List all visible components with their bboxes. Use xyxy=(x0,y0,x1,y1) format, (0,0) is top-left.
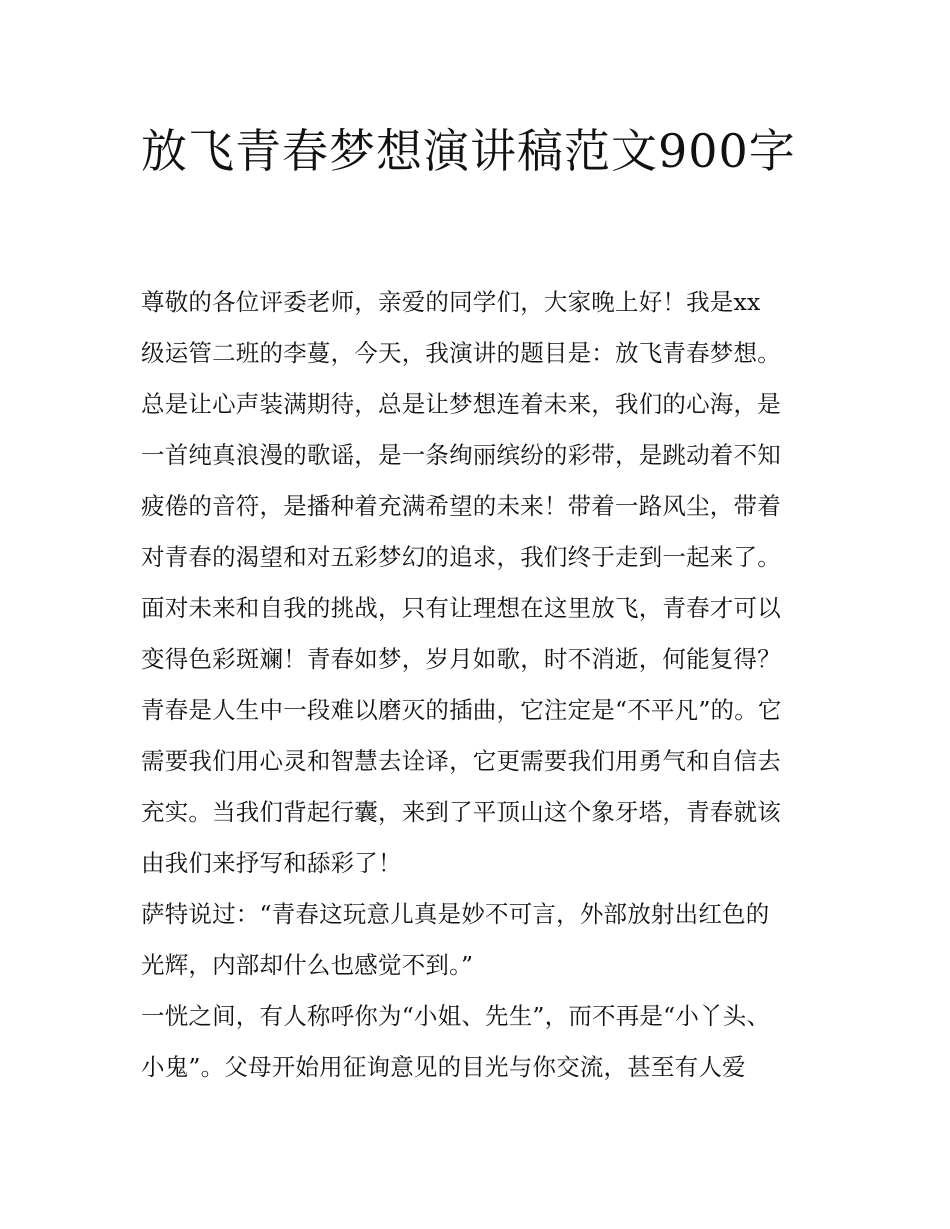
text-line: 总是让心声装满期待，总是让梦想连着未来，我们的心海，是 xyxy=(141,390,781,418)
text-line: 由我们来抒写和舔彩了！ xyxy=(141,849,402,877)
text-line: 青春是人生中一段难以磨灭的插曲，它注定是“不平凡”的。它 xyxy=(141,696,782,724)
text-line: 光辉，内部却什么也感觉不到。” xyxy=(141,951,474,979)
text-line: 对青春的渴望和对五彩梦幻的追求，我们终于走到一起来了。 xyxy=(141,543,781,571)
text-line: 萨特说过：“青春这玩意儿真是妙不可言，外部放射出红色的 xyxy=(141,900,770,928)
text-line: 变得色彩斑斓！青春如梦，岁月如歌，时不消逝，何能复得？ xyxy=(141,645,781,673)
document-body xyxy=(141,280,821,1096)
text-line: 需要我们用心灵和智慧去诠译，它更需要我们用勇气和自信去 xyxy=(141,747,781,775)
text-line: 疲倦的音符，是播种着充满希望的未来！带着一路风尘，带着 xyxy=(141,492,781,520)
text-line: 一恍之间，有人称呼你为“小姐、先生”，而不再是“小丫头、 xyxy=(141,1002,771,1030)
text-line: 充实。当我们背起行囊，来到了平顶山这个象牙塔，青春就该 xyxy=(141,798,781,826)
text-line: 一首纯真浪漫的歌谣，是一条绚丽缤纷的彩带，是跳动着不知 xyxy=(141,441,781,469)
document-title: 放飞青春梦想演讲稿范文900字 xyxy=(141,124,796,178)
text-line: 小鬼”。父母开始用征询意见的目光与你交流，甚至有人爱 xyxy=(141,1053,746,1081)
text-line: 尊敬的各位评委老师，亲爱的同学们，大家晚上好！我是xx xyxy=(141,288,761,316)
text-line: 级运管二班的李蔓，今天，我演讲的题目是：放飞青春梦想。 xyxy=(141,339,781,367)
text-line: 面对未来和自我的挑战，只有让理想在这里放飞，青春才可以 xyxy=(141,594,781,622)
